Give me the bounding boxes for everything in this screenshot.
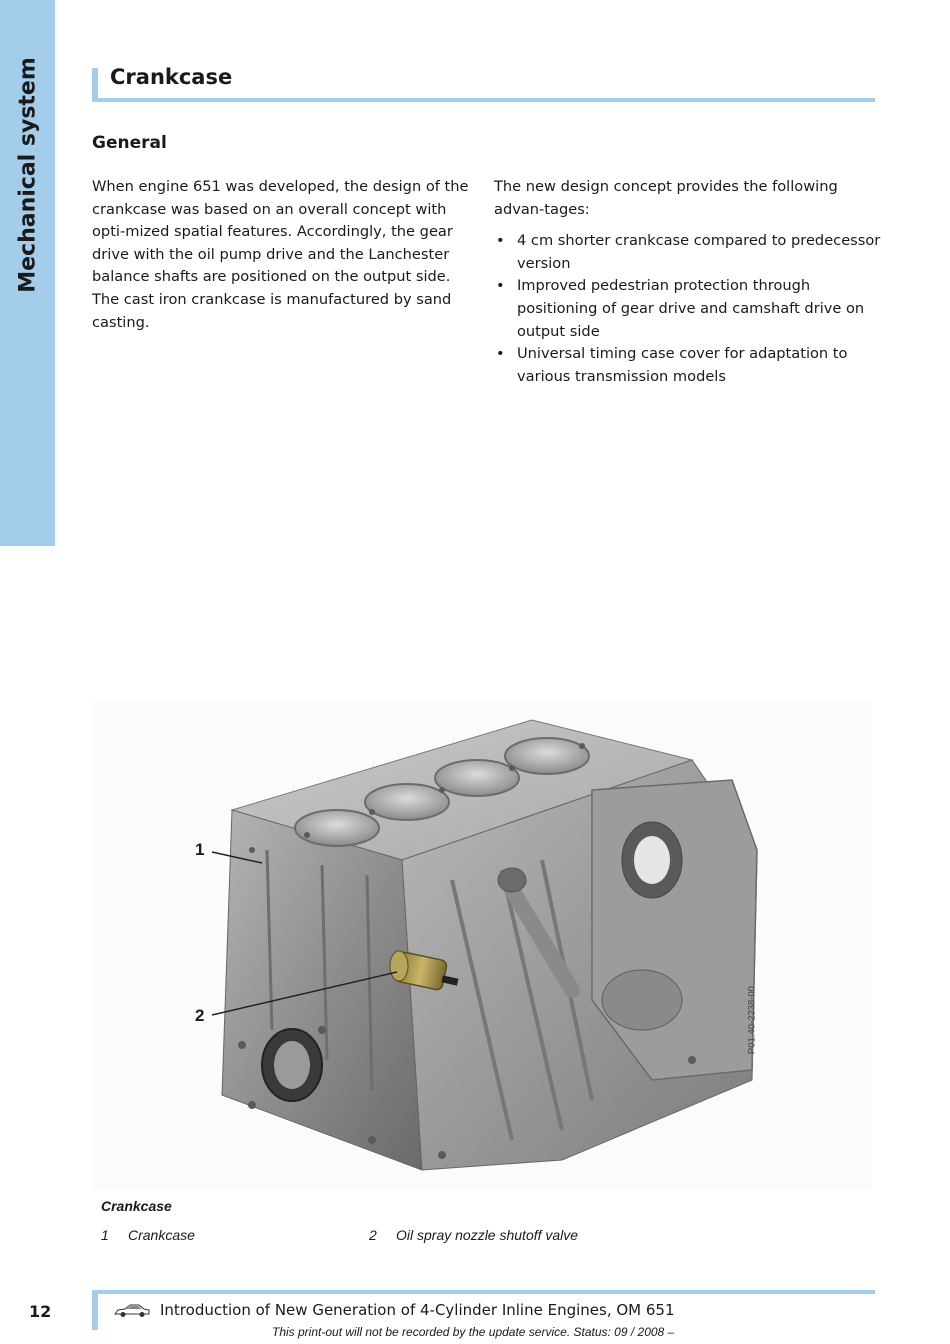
legend-item-2 bbox=[369, 1227, 578, 1243]
figure-code bbox=[744, 985, 760, 1055]
legend-item-1 bbox=[101, 1227, 195, 1243]
bullet-icon: • bbox=[496, 277, 505, 295]
page-title: Crankcase bbox=[110, 65, 233, 89]
crankcase-figure bbox=[92, 700, 872, 1190]
callout-2: 2 bbox=[195, 1006, 205, 1025]
right-intro: The new design concept provides the following advan-tages: bbox=[494, 178, 838, 218]
list-item bbox=[494, 343, 884, 388]
legend-number: 2 bbox=[369, 1227, 377, 1243]
figure-caption-title: Crankcase bbox=[101, 1198, 172, 1214]
bullet-icon: • bbox=[496, 232, 505, 250]
list-item bbox=[494, 230, 884, 275]
section-heading: General bbox=[92, 133, 167, 153]
list-item-text: 4 cm shorter crankcase compared to predecessor version bbox=[517, 232, 881, 272]
left-paragraph: When engine 651 was developed, the design of the crankcase was based on an overall concept with opti-mized spatial features. Accordingly, the gear drive with the oil pump drive and the Lanchester balance shafts are positioned on the output side. The cast iron crankcase is manufactured by sand casting. bbox=[92, 178, 469, 331]
footer-rule bbox=[92, 1290, 875, 1294]
left-column bbox=[92, 176, 472, 334]
right-column bbox=[494, 176, 884, 388]
title-accent bbox=[92, 68, 98, 102]
callout-1: 1 bbox=[195, 840, 205, 859]
list-item-text: Universal timing case cover for adaptation to various transmission models bbox=[517, 345, 848, 385]
advantages-list bbox=[494, 230, 884, 388]
footer-accent bbox=[92, 1290, 98, 1330]
figure-code-text: P01.40-2238-00 bbox=[746, 985, 758, 1055]
side-tab bbox=[0, 0, 55, 546]
list-item-text: Improved pedestrian protection through positioning of gear drive and camshaft drive on output side bbox=[517, 277, 865, 340]
footer-bar bbox=[92, 1290, 875, 1330]
bullet-icon: • bbox=[496, 345, 505, 363]
page-title-bar bbox=[92, 66, 875, 102]
legend-label: Oil spray nozzle shutoff valve bbox=[396, 1227, 579, 1243]
footer-notice: This print-out will not be recorded by the update service. Status: 09 / 2008 – bbox=[272, 1325, 675, 1339]
page-number: 12 bbox=[29, 1302, 52, 1321]
car-icon bbox=[114, 1304, 150, 1318]
title-rule bbox=[92, 98, 875, 102]
side-tab-label: Mechanical system bbox=[15, 57, 41, 293]
legend-label: Crankcase bbox=[128, 1227, 195, 1243]
list-item bbox=[494, 275, 884, 343]
footer-title: Introduction of New Generation of 4-Cylinder Inline Engines, OM 651 bbox=[160, 1301, 675, 1319]
crankcase-illustration bbox=[92, 700, 872, 1190]
legend-number: 1 bbox=[101, 1227, 109, 1243]
